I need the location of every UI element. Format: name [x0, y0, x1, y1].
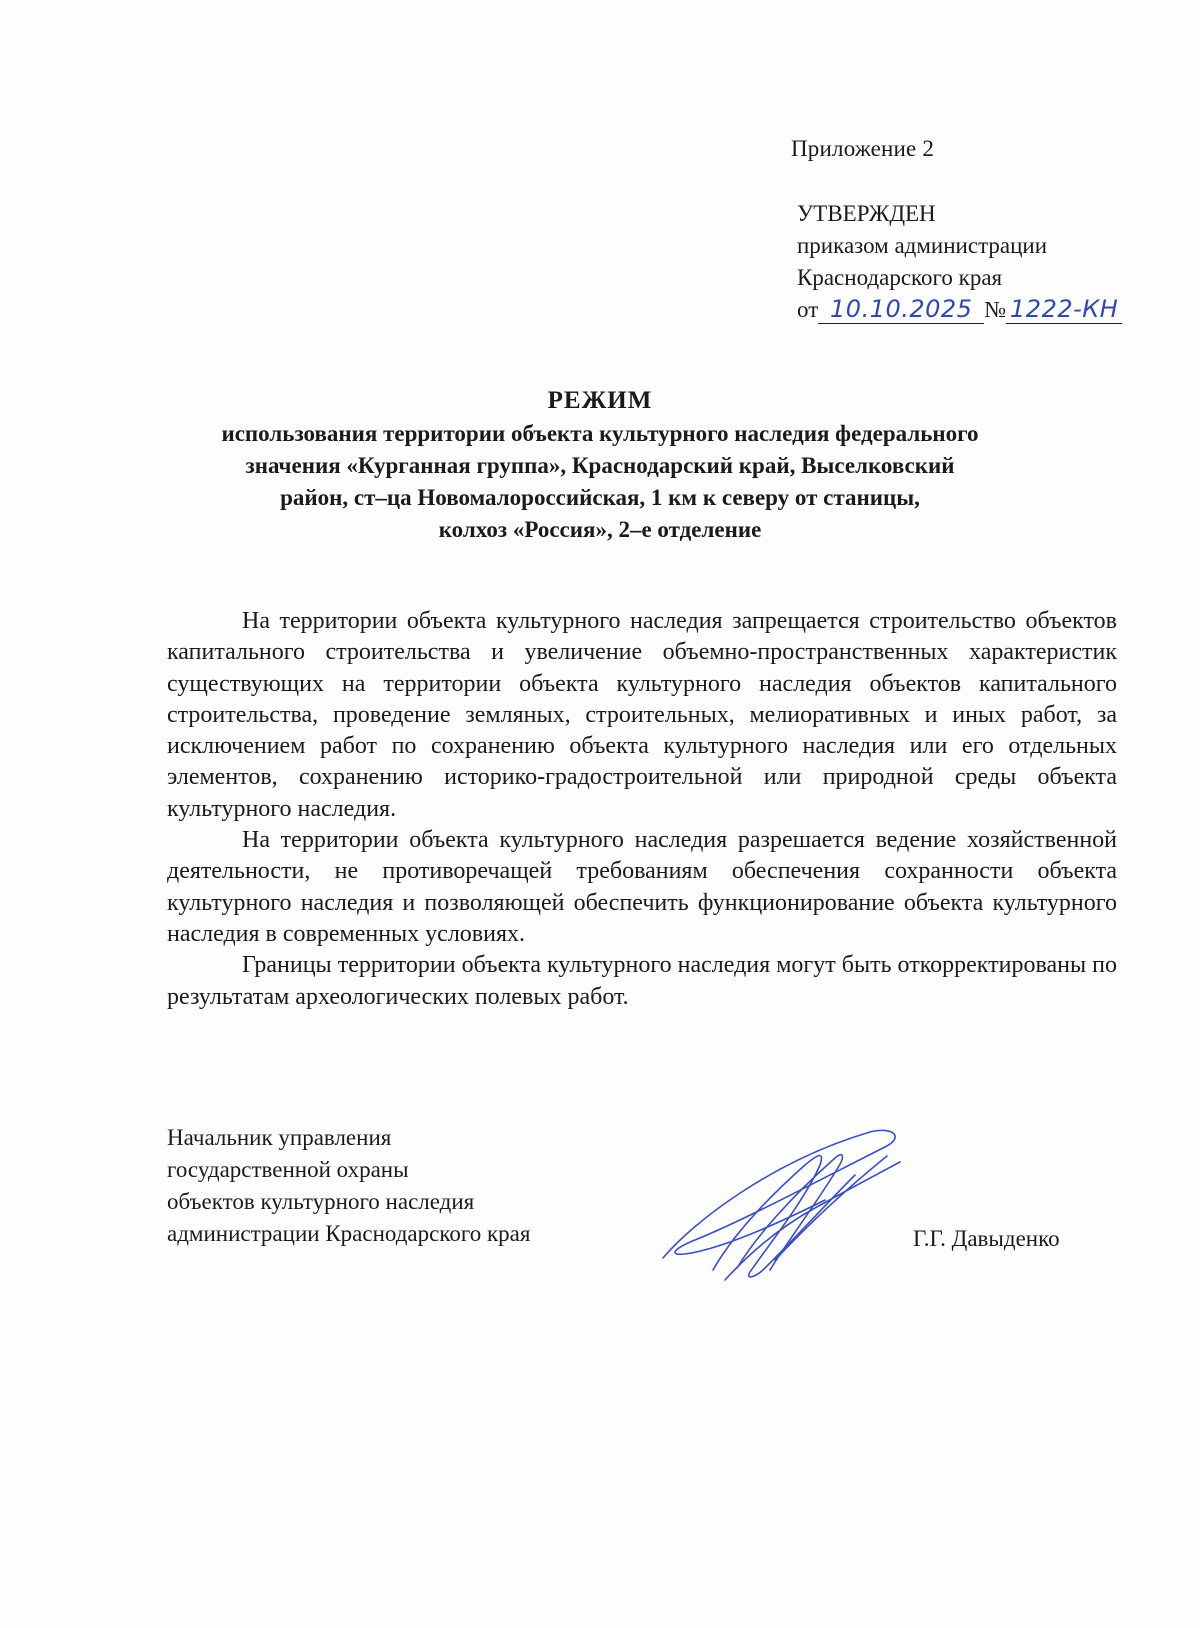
- appendix-label: Приложение 2: [791, 136, 935, 161]
- handwritten-signature: [655, 1120, 905, 1285]
- signer-name: Г.Г. Давыденко: [913, 1226, 1060, 1251]
- document-subtitle-line: район, ст–ца Новомалороссийская, 1 км к северу от станицы,: [280, 485, 920, 510]
- approval-stamp-block: [797, 198, 1122, 326]
- signatory-position-line: администрации Краснодарского края: [167, 1221, 531, 1246]
- approval-date-field: [818, 296, 984, 324]
- body-paragraph-permission: На территории объекта культурного наследия разрешается ведение хозяйственной деятельности, не противоречащей требованиям обеспечения сохранности объекта культурного наследия и позволяющей обеспечить функционирование объекта культурного наследия в современных условиях.: [167, 827, 1117, 947]
- signatory-position-line: объектов культурного наследия: [167, 1189, 475, 1214]
- approval-line-order: приказом администрации: [797, 233, 1048, 258]
- approval-date-number-line: [797, 294, 1122, 326]
- document-subtitle-line: колхоз «Россия», 2–е отделение: [438, 517, 762, 542]
- document-subtitle-line: значения «Курганная группа», Краснодарский край, Выселковский: [245, 453, 955, 478]
- approval-number-field: [1006, 296, 1122, 324]
- approval-date-prefix: от: [797, 297, 819, 322]
- approval-line-region: Краснодарского края: [797, 265, 1003, 290]
- approval-number-prefix: №: [984, 297, 1007, 322]
- signatory-position: [167, 1122, 530, 1250]
- document-title: РЕЖИМ: [547, 387, 653, 414]
- document-body: [167, 606, 1117, 1013]
- approval-status: УТВЕРЖДЕН: [797, 201, 936, 226]
- body-paragraph-prohibition: На территории объекта культурного наследия запрещается строительство объектов капитального строительства и увеличение объемно-пространственных характеристик существующих на территории объекта культурного наследия объектов капитального строительства, проведение земляных, строительных, мелиоративных и иных работ, за исключением работ по сохранению объекта культурного наследия или его отдельных элементов, сохранению историко-градостроительной или природной среды объекта культурного наследия.: [167, 608, 1117, 822]
- document-title-block: [150, 385, 1050, 546]
- body-paragraph-boundaries: Границы территории объекта культурного наследия могут быть откорректированы по результатам археологических полевых работ.: [167, 952, 1117, 1010]
- document-subtitle-line: использования территории объекта культурного наследия федерального: [221, 421, 979, 446]
- signatory-position-line: государственной охраны: [167, 1157, 409, 1182]
- approval-date-value: 10.10.2025: [830, 295, 973, 323]
- signatory-position-line: Начальник управления: [167, 1125, 392, 1150]
- approval-number-value: 1222-КН: [1010, 295, 1119, 323]
